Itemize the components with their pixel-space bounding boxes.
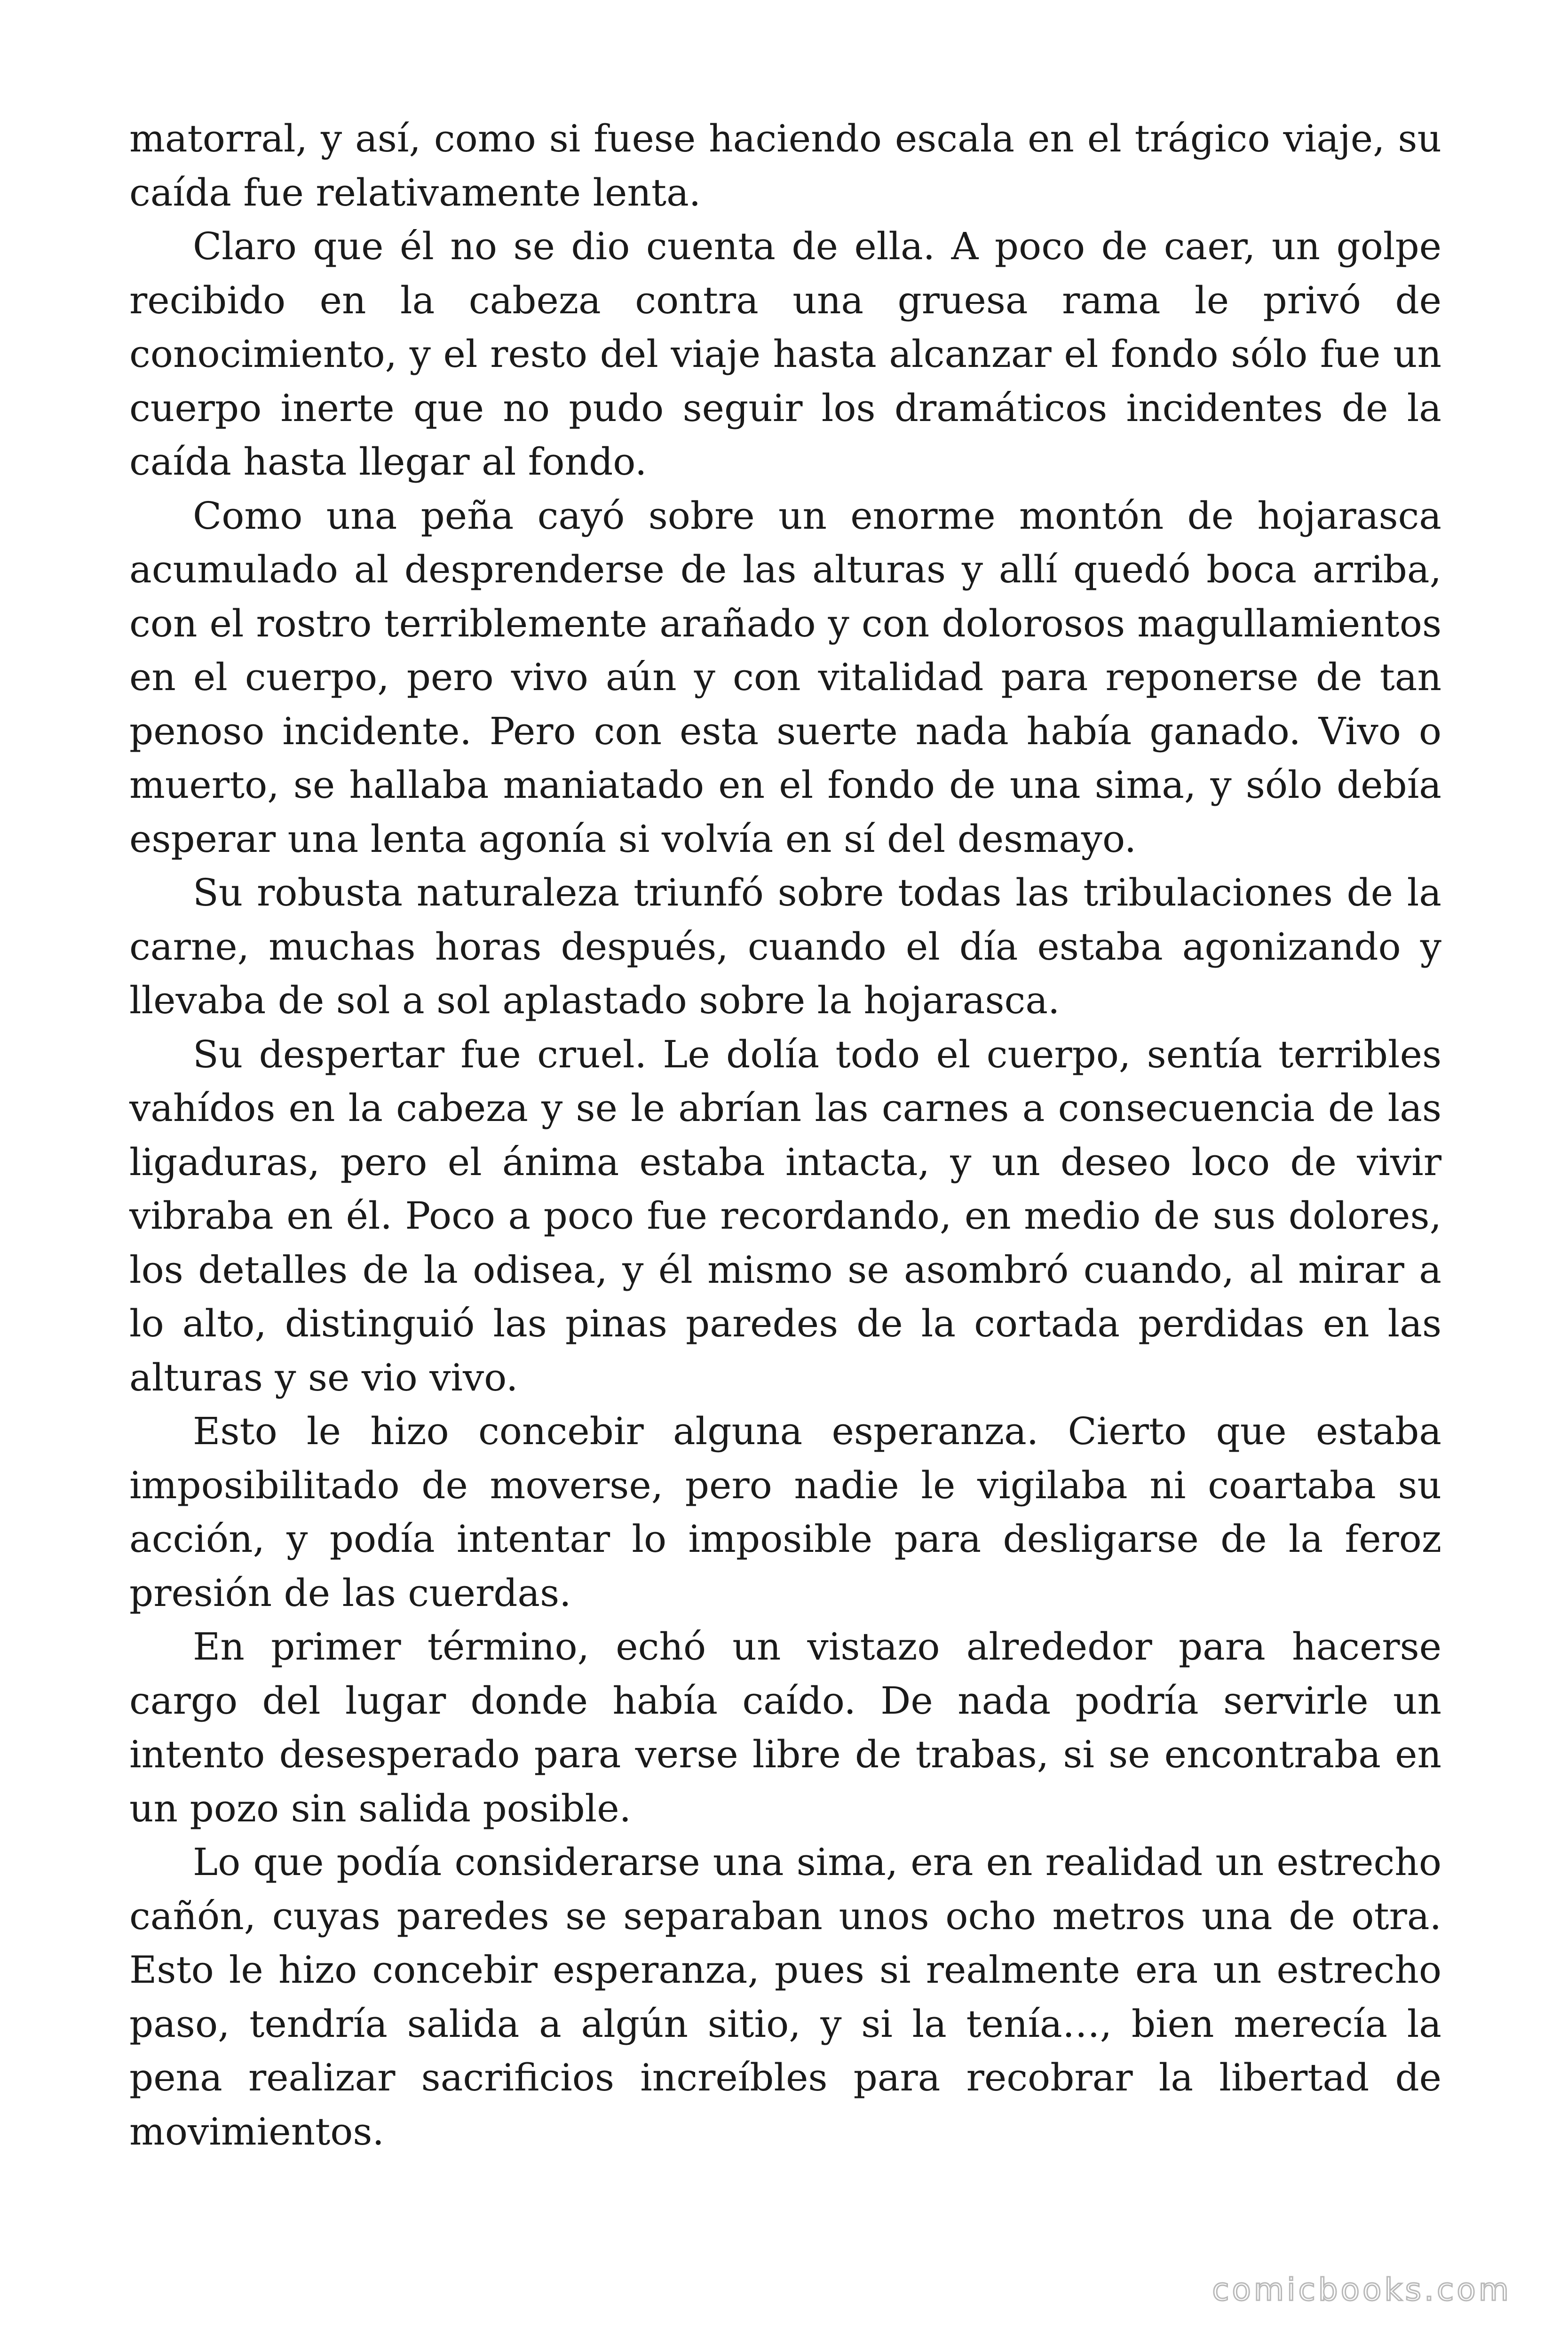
paragraph-2: Claro que él no se dio cuenta de ella. A poco de caer, un golpe recibido en la cabeza contra una gruesa rama le privó de conocimiento, y el resto del viaje hasta alcanzar el fondo sólo fue un cuerpo inerte que no pudo seguir los dramáticos incidentes de la caída hasta llegar al fondo. xyxy=(129,224,1441,484)
paragraph-8: Lo que podía considerarse una sima, era en realidad un estrecho cañón, cuyas paredes se separaban unos ocho metros una de otra. Esto le hizo concebir esperanza, pues si realmente era un estrecho paso, tendría salida a algún sitio, y si la tenía…, bien merecía la pena realizar sacrificios increíbles para recobrar la libertad de movimientos. xyxy=(129,1840,1441,2153)
paragraph-6: Esto le hizo concebir alguna esperanza. Cierto que estaba imposibilitado de moverse, pero nadie le vigilaba ni coartaba su acción, y podía intentar lo imposible para desligarse de la feroz presión de las cuerdas. xyxy=(129,1409,1441,1615)
paragraph-5: Su despertar fue cruel. Le dolía todo el cuerpo, sentía terribles vahídos en la cabeza y se le abrían las carnes a consecuencia de las ligaduras, pero el ánima estaba intacta, y un deseo loco de vivir vibraba en él. Poco a poco fue recordando, en medio de sus dolores, los detalles de la odisea, y él mismo se asombró cuando, al mirar a lo alto, distinguió las pinas paredes de la cortada perdidas en las alturas y se vio vivo. xyxy=(129,1032,1441,1399)
paragraph-7: En primer término, echó un vistazo alrededor para hacerse cargo del lugar donde había caído. De nada podría servirle un intento desesperado para verse libre de trabas, si se encontraba en un pozo sin salida posible. xyxy=(129,1625,1441,1830)
paragraph-3: Como una peña cayó sobre un enorme montón de hojarasca acumulado al desprenderse de las alturas y allí quedó boca arriba, con el rostro terriblemente arañado y con dolorosos magullamientos en el cuerpo, pero vivo aún y con vitalidad para reponerse de tan penoso incidente. Pero con esta suerte nada había ganado. Vivo o muerto, se hallaba maniatado en el fondo de una sima, y sólo debía esperar una lenta agonía si volvía en sí del desmayo. xyxy=(129,493,1441,861)
paragraph-4: Su robusta naturaleza triunfó sobre todas las tribulaciones de la carne, muchas horas después, cuando el día estaba agonizando y llevaba de sol a sol aplastado sobre la hojarasca. xyxy=(129,871,1441,1022)
watermark: comicbooks.com xyxy=(1212,2272,1512,2308)
body-text xyxy=(129,112,1441,2159)
paragraph-1: matorral, y así, como si fuese haciendo escala en el trágico viaje, su caída fue relativamente lenta. xyxy=(129,117,1441,215)
